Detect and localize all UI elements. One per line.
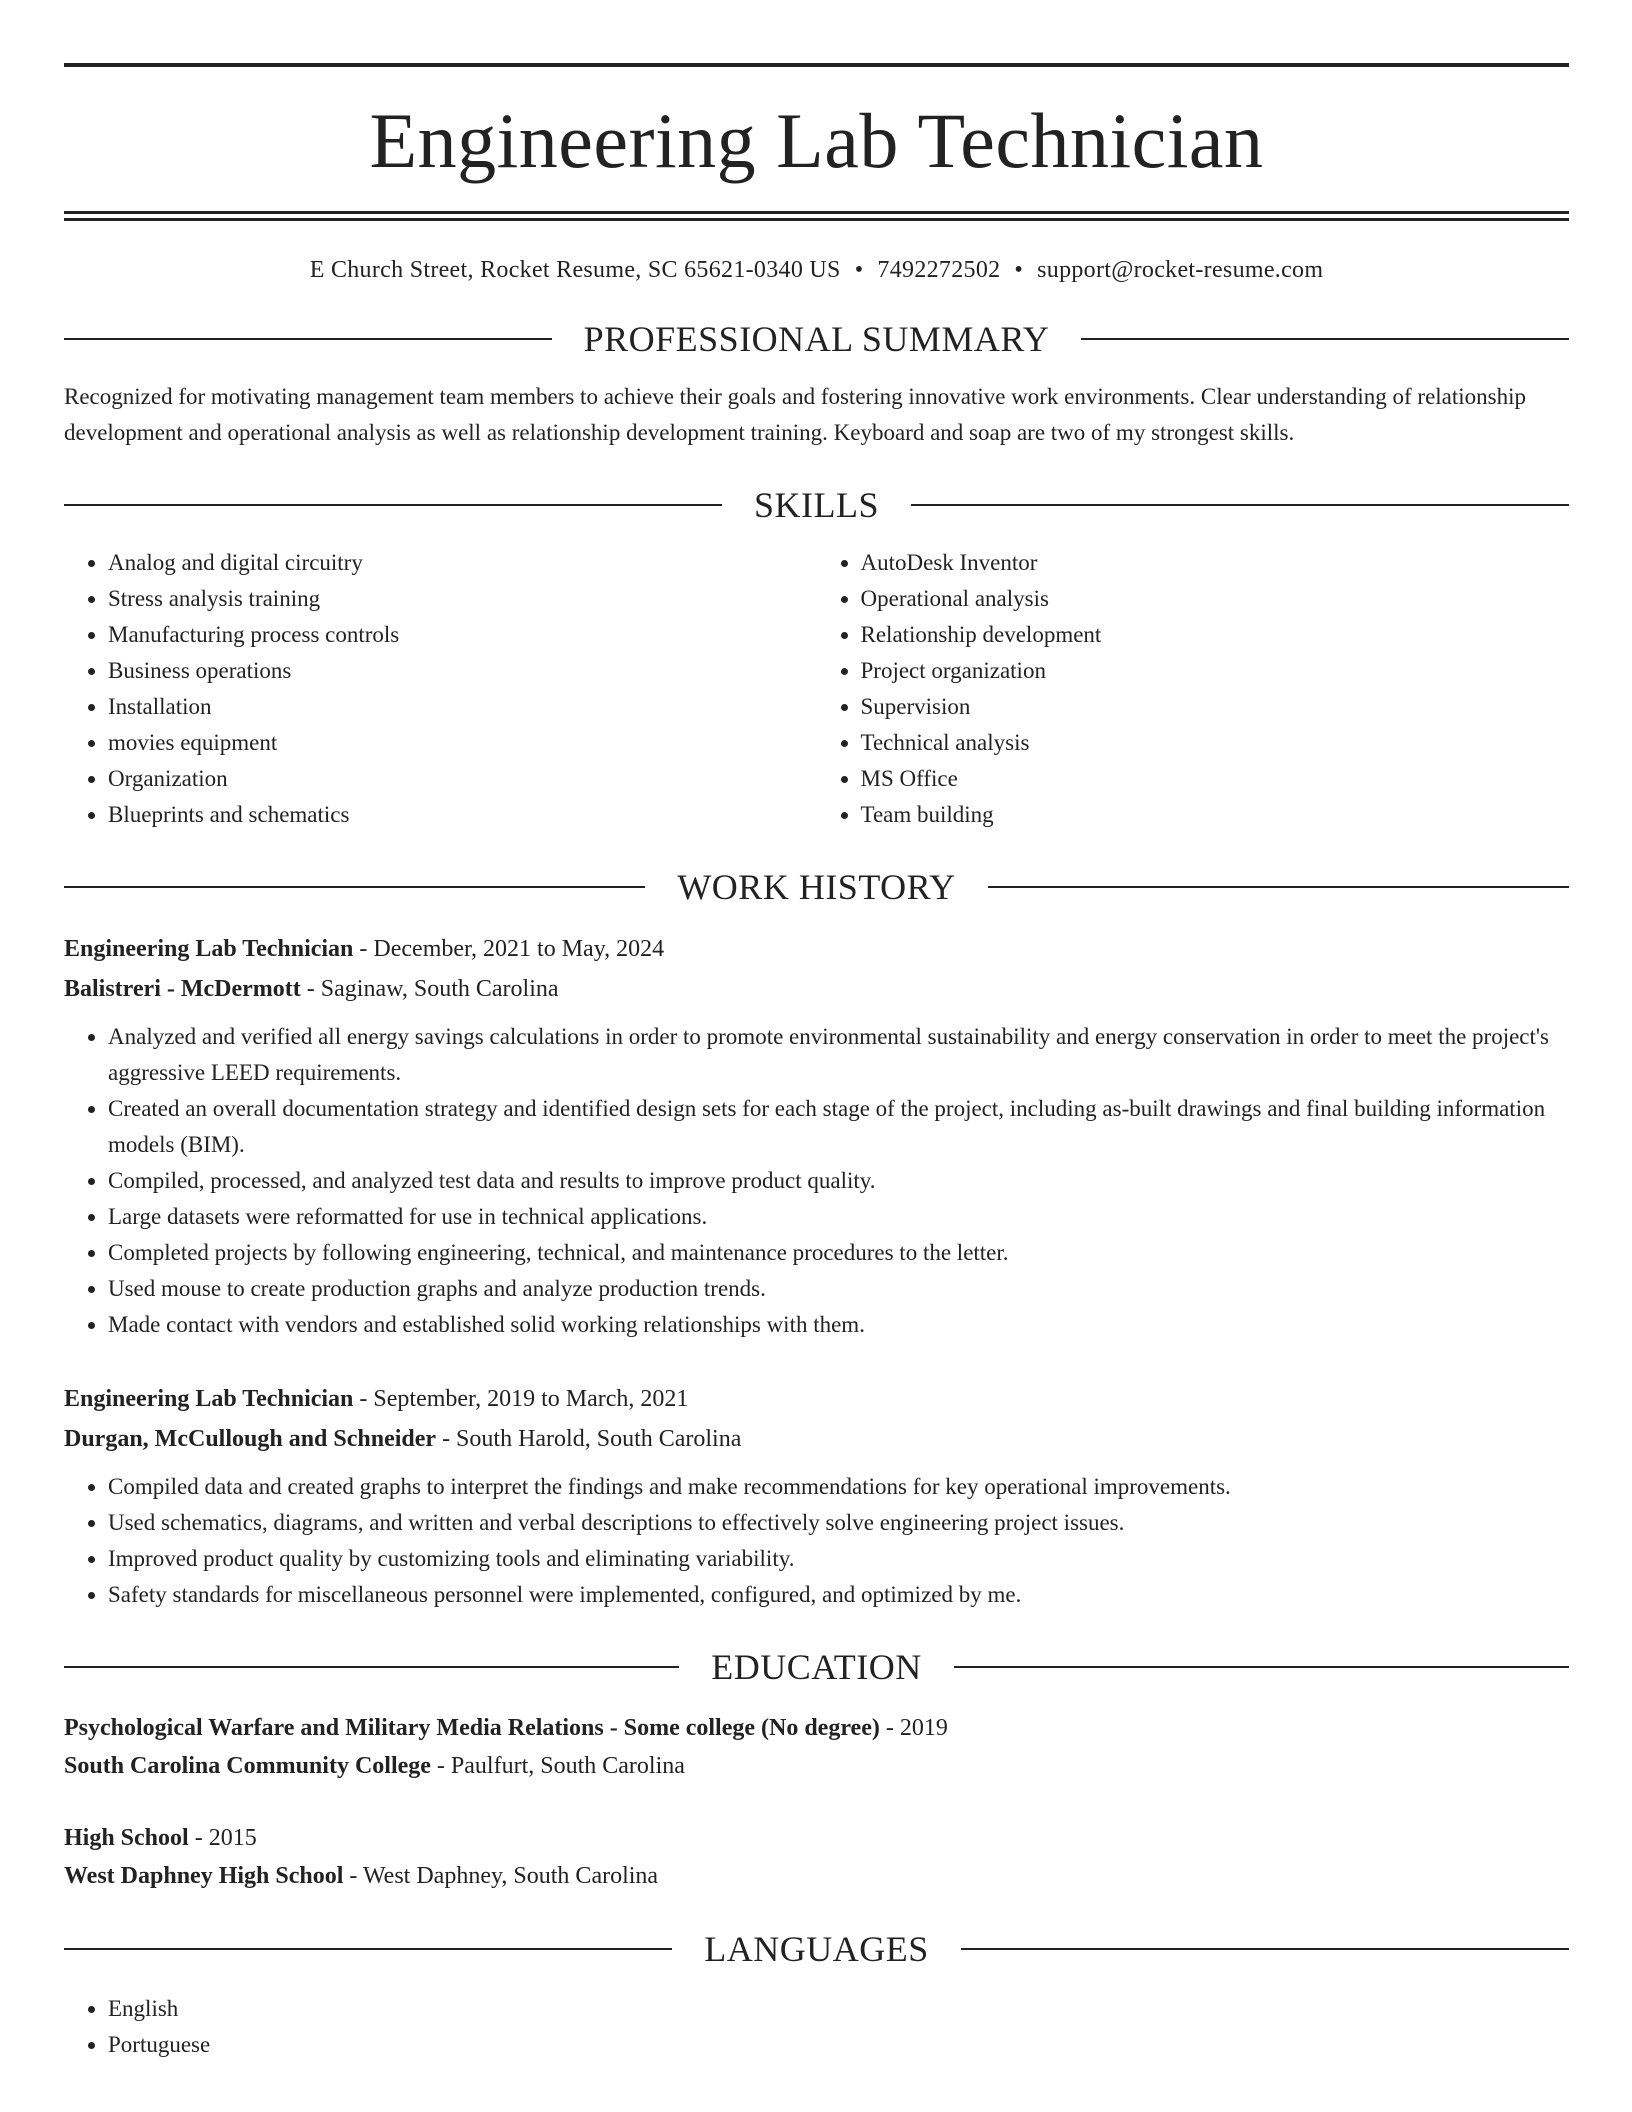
work-heading-text: WORK HISTORY [677,867,956,907]
contact-separator: • [854,257,864,283]
skills-list-right [817,545,1570,833]
education-entry [64,1709,1569,1785]
skills-list-left [64,545,817,833]
skills-heading [64,485,1569,525]
language-item: • English [108,1991,1569,2027]
job-bullet: • Improved product quality by customizing tools and eliminating variability. [108,1541,1569,1577]
skill-item: • MS Office [861,761,1570,797]
skill-item: • Organization [108,761,817,797]
education-location: - Paulfurt, South Carolina [430,1753,685,1779]
top-rule [64,63,1569,67]
education-school-line [64,1747,1569,1785]
skill-item: • Installation [108,689,817,725]
skill-item: • movies equipment [108,725,817,761]
heading-rule-left [64,338,552,340]
job-bullet: • Created an overall documentation strategy and identified design sets for each stage of the project, including as-built drawings and final building information models (BIM). [108,1091,1569,1163]
skill-item: • Team building [861,797,1570,833]
summary-text: Recognized for motivating management team members to achieve their goals and fostering innovative work environments. Clear understanding of relationship development and operational analysis as well as relationship development training. Keyboard and soap are two of my strongest skills. [64,384,1526,445]
job-title-line [64,1379,1569,1419]
heading-rule-left [64,504,722,506]
contact-address: E Church Street, Rocket Resume, SC 65621-0340 US [309,257,841,283]
resume-page [64,63,1569,2063]
summary-heading-text: PROFESSIONAL SUMMARY [583,319,1050,359]
contact-phone: 7492272502 [877,257,1001,283]
education-year: - 2019 [879,1715,948,1741]
job-title: Engineering Lab Technician [64,1386,354,1412]
job-bullet: • Large datasets were reformatted for use in technical applications. [108,1199,1569,1235]
skill-item: • Supervision [861,689,1570,725]
skill-item: • Relationship development [861,617,1570,653]
work-heading [64,867,1569,907]
job-company: Durgan, McCullough and Schneider [64,1426,437,1452]
job-bullet: • Compiled, processed, and analyzed test data and results to improve product quality. [108,1163,1569,1199]
job-bullet: • Used schematics, diagrams, and written and verbal descriptions to effectively solve engineering project issues. [108,1505,1569,1541]
heading-rule-right [954,1666,1569,1668]
skills-columns [64,545,1569,833]
skill-item: • AutoDesk Inventor [861,545,1570,581]
job-company-line [64,1419,1569,1459]
job-company: Balistreri - McDermott [64,976,301,1002]
job-company-line [64,969,1569,1009]
education-school-line [64,1857,1569,1895]
name-double-rule [64,211,1569,221]
skill-item: • Operational analysis [861,581,1570,617]
skills-heading-text: SKILLS [754,485,880,525]
education-heading [64,1647,1569,1687]
heading-rule-left [64,886,645,888]
contact-separator: • [1014,257,1024,283]
languages-heading-text: LANGUAGES [704,1929,929,1969]
education-year: - 2015 [188,1825,257,1851]
job-location: - Saginaw, South Carolina [300,976,559,1002]
language-item: • Portuguese [108,2027,1569,2063]
candidate-name: Engineering Lab Technician [369,97,1264,184]
job-bullet: • Analyzed and verified all energy savings calculations in order to promote environmental sustainability and energy conservation in order to meet the project's aggressive LEED requirements. [108,1019,1569,1091]
heading-rule-right [988,886,1569,888]
education-degree-line [64,1819,1569,1857]
job-bullet: • Compiled data and created graphs to interpret the findings and make recommendations for key operational improvements. [108,1469,1569,1505]
skill-item: • Stress analysis training [108,581,817,617]
job-dates: - December, 2021 to May, 2024 [353,936,665,962]
education-school: West Daphney High School [64,1863,344,1889]
job-bullet: • Safety standards for miscellaneous personnel were implemented, configured, and optimized by me. [108,1577,1569,1613]
heading-rule-left [64,1666,679,1668]
job-entry [64,1379,1569,1613]
job-title: Engineering Lab Technician [64,936,354,962]
skill-item: • Business operations [108,653,817,689]
education-entry [64,1819,1569,1895]
contact-email: support@rocket-resume.com [1037,257,1324,283]
job-entry [64,929,1569,1343]
skill-item: • Technical analysis [861,725,1570,761]
languages-heading [64,1929,1569,1969]
education-heading-text: EDUCATION [711,1647,922,1687]
heading-rule-right [1081,338,1569,340]
heading-rule-right [911,504,1569,506]
skill-item: • Manufacturing process controls [108,617,817,653]
skill-item: • Analog and digital circuitry [108,545,817,581]
education-school: South Carolina Community College [64,1753,431,1779]
languages-list [64,1991,1569,2063]
education-location: - West Daphney, South Carolina [343,1863,659,1889]
job-bullet: • Completed projects by following engineering, technical, and maintenance procedures to the letter. [108,1235,1569,1271]
job-location: - South Harold, South Carolina [436,1426,742,1452]
heading-rule-right [961,1948,1569,1950]
job-bullets [64,1469,1569,1613]
summary-heading [64,319,1569,359]
education-degree: High School [64,1825,189,1851]
job-bullet: • Used mouse to create production graphs and analyze production trends. [108,1271,1569,1307]
job-bullet: • Made contact with vendors and established solid working relationships with them. [108,1307,1569,1343]
education-degree-line [64,1709,1569,1747]
heading-rule-left [64,1948,672,1950]
skill-item: • Project organization [861,653,1570,689]
job-title-line [64,929,1569,969]
skill-item: • Blueprints and schematics [108,797,817,833]
job-bullets [64,1019,1569,1343]
contact-line [64,255,1569,285]
job-dates: - September, 2019 to March, 2021 [353,1386,689,1412]
education-degree: Psychological Warfare and Military Media Relations - Some college (No degree) [64,1715,880,1741]
